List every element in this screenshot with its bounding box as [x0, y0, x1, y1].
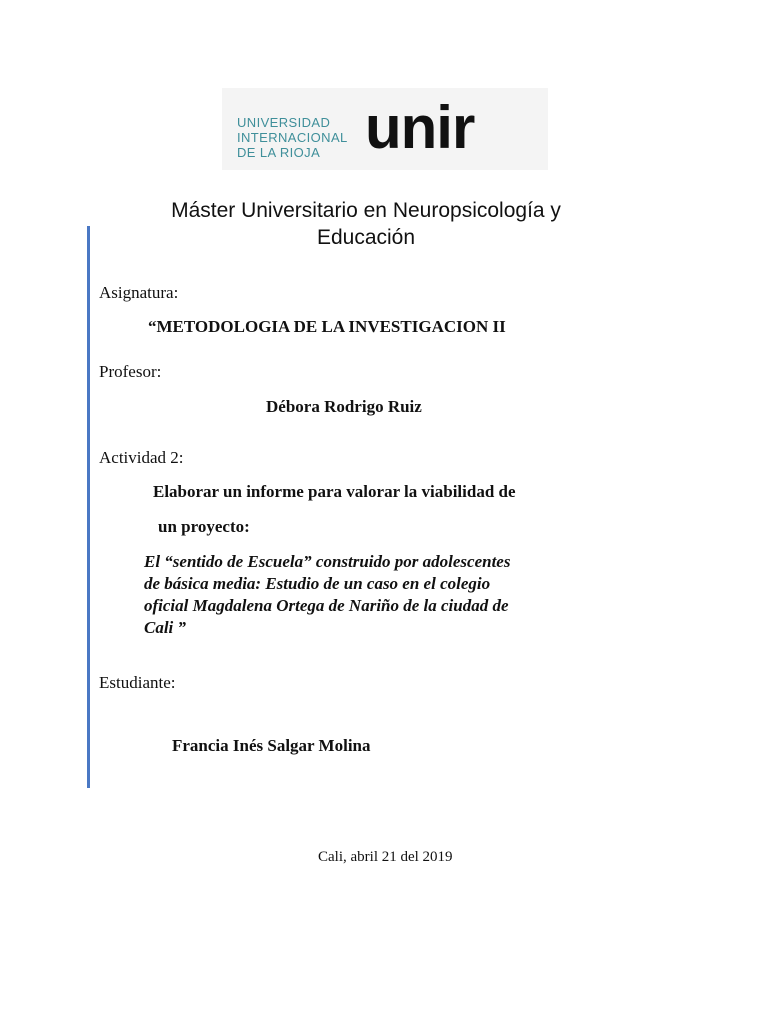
activity-title-line: Elaborar un informe para valorar la viabilidad de [153, 482, 516, 501]
activity-label: Actividad 2: [99, 448, 184, 467]
professor-label: Profesor: [99, 362, 162, 381]
university-name-line: INTERNACIONAL [237, 130, 348, 145]
title-line: Máster Universitario en Neuropsicología y [171, 199, 561, 222]
project-title-line: Cali ” [144, 618, 187, 637]
date-place: Cali, abril 21 del 2019 [318, 849, 453, 865]
university-name [237, 115, 348, 160]
title-line: Educación [316, 226, 416, 249]
project-title-line: El “sentido de Escuela” construido por adolescentes [144, 552, 511, 571]
university-logo [222, 88, 548, 170]
student-value: Francia Inés Salgar Molina [172, 736, 371, 755]
subject-value: “METODOLOGIA DE LA INVESTIGACION II [148, 317, 506, 336]
subject-label: Asignatura: [99, 283, 179, 302]
project-title [144, 551, 644, 639]
student-label: Estudiante: [99, 673, 176, 692]
project-title-line: oficial Magdalena Ortega de Nariño de la ciudad de [144, 596, 509, 615]
page-title [100, 197, 632, 251]
professor-value: Débora Rodrigo Ruiz [266, 397, 422, 416]
brand-wordmark: unir [365, 94, 475, 161]
activity-title-line: un proyecto: [158, 517, 250, 536]
university-name-line: DE LA RIOJA [237, 145, 321, 160]
margin-rule [87, 226, 90, 788]
university-name-line: UNIVERSIDAD [237, 115, 331, 130]
project-title-line: de básica media: Estudio de un caso en el colegio [144, 574, 491, 593]
